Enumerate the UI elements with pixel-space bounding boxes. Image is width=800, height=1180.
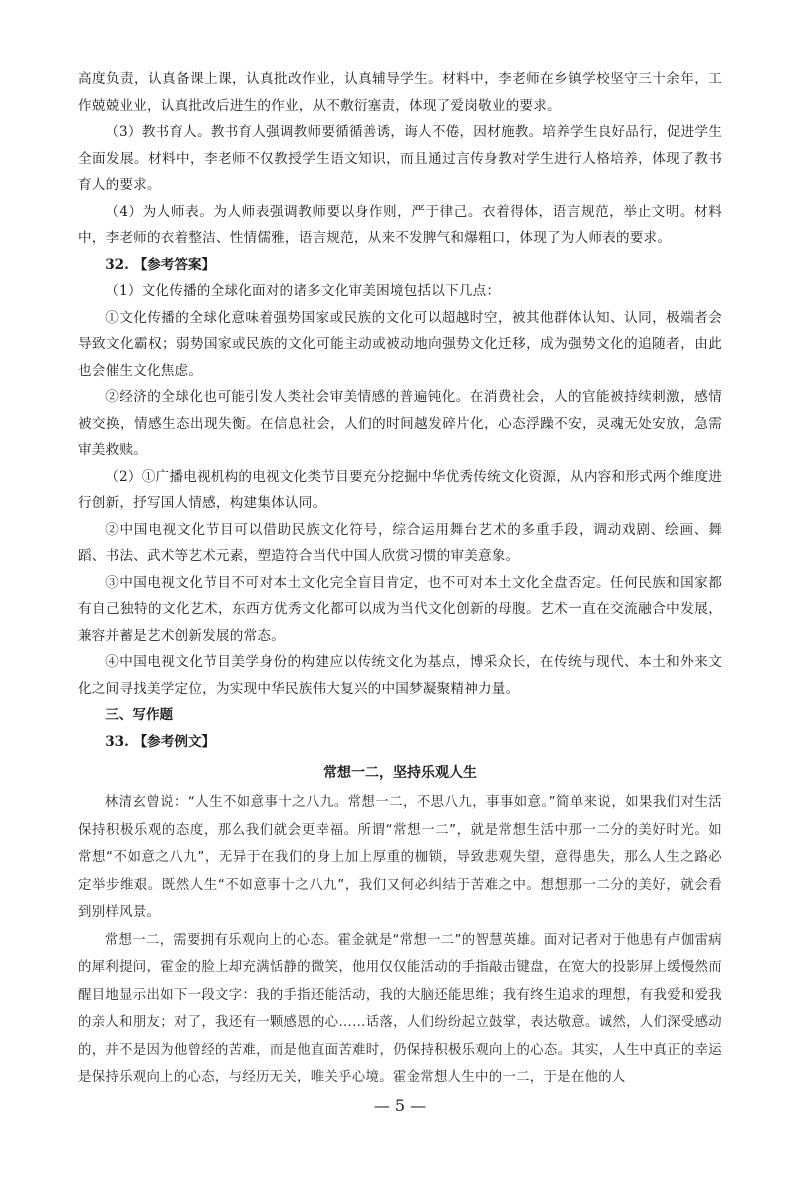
q32-part-2-point-1: （2）①广播电视机构的电视文化类节目要充分挖掘中华优秀传统文化资源，从内容和形式两个维度进行创新，抒写国人情感，构建集体认同。 [78, 468, 722, 511]
q32-part-2-point-3: ③中国电视文化节目不可对本土文化完全盲目肯定，也不可对本土文化全盘否定。任何民族和国家都有自己独特的文化艺术，东西方优秀文化都可以成为当代文化创新的母腹。艺术一直在交流融合中发展，兼容并蓄是艺术创新发展的常态。 [78, 574, 722, 644]
section-3-heading: 三、写作题 [105, 707, 174, 723]
answer-point-4: （4）为人师表。为人师表强调教师要以身作则，严于律己。衣着得体，语言规范，举止文明。材料中，李老师的衣着整洁、性情儒雅，语言规范，从来不发脾气和爆粗口，体现了为人师表的要求。 [78, 203, 722, 246]
q32-part-2-point-2: ②中国电视文化节目可以借助民族文化符号，综合运用舞台艺术的多重手段，调动戏剧、绘画、舞蹈、书法、武术等艺术元素，塑造符合当代中国人欣赏习惯的审美意象。 [78, 521, 722, 564]
q32-point-2: ②经济的全球化也可能引发人类社会审美情感的普遍钝化。在消费社会，人的官能被持续刺激，感情被交换，情感生态出现失衡。在信息社会，人们的时间越发碎片化，心态浮躁不安，灵魂无处安放，急需审美救赎。 [78, 389, 722, 458]
question-32-heading: 32. 【参考答案】 [105, 256, 216, 273]
essay-title: 常想一二，坚持乐观人生 [323, 765, 477, 781]
answer-point-3: （3）教书育人。教书育人强调教师要循循善诱，诲人不倦，因材施教。培养学生良好品行，促进学生全面发展。材料中，李老师不仅教授学生语文知识，而且通过言传身教对学生进行人格培养，体现了教书育人的要求。 [78, 124, 722, 193]
essay-paragraph-1: 林清玄曾说：“人生不如意事十之八九。常想一二，不思八九，事事如意。”简单来说，如果我们对生活保持积极乐观的态度，那么我们就会更幸福。所谓“常想一二”，就是常想生活中那一二分的美好时光。如常想“不如意之八九”，无异于在我们的身上加上厚重的枷锁，导致悲观失望，意得患失，那么人生之路必定举步维艰。既然人生“不如意事十之八九”，我们又何必纠结于苦难之中。想想那一二分的美好，就会看到别样风景。 [78, 795, 722, 920]
q32-part-1-intro: （1）文化传播的全球化面对的诸多文化审美困境包括以下几点： [105, 283, 501, 299]
essay-paragraph-2: 常想一二，需要拥有乐观向上的心态。霍金就是“常想一二”的智慧英雄。面对记者对于他患有卢伽雷病的犀利提问，霍金的脸上却充满恬静的微笑，他用仅仅能活动的手指敲击键盘，在宽大的投影屏上缓慢然而醒目地显示出如下一段文字：我的手指还能活动，我的大脑还能思维；我有终生追求的理想，有我爱和爱我的亲人和朋友；对了，我还有一颗感恩的心……话落，人们纷纷起立鼓掌，表达敬意。诚然，人们深受感动的，并不是因为他曾经的苦难，而是他直面苦难时，仍保持积极乐观向上的心态。其实，人生中真正的幸运是保持乐观向上的心态，与经历无关，唯关乎心境。霍金常想人生中的一二，于是在他的人 [78, 932, 722, 1085]
page-number: — 5 — [373, 1096, 427, 1115]
q32-part-2-point-4: ④中国电视文化节目美学身份的构建应以传统文化为基点，博采众长，在传统与现代、本土和外来文化之间寻找美学定位，为实现中华民族伟大复兴的中国梦凝聚精神力量。 [78, 654, 722, 697]
q32-point-1: ①文化传播的全球化意味着强势国家或民族的文化可以超越时空，被其他群体认知、认同，极端者会导致文化霸权；弱势国家或民族的文化可能主动或被动地向强势文化迁移，成为强势文化的追随者，由此也会催生文化焦虑。 [78, 309, 722, 379]
answer-duty-continued: 高度负责，认真备课上课，认真批改作业，认真辅导学生。材料中，李老师在乡镇学校坚守三十余年，工作兢兢业业，认真批改后进生的作业，从不敷衍塞责，体现了爱岗敬业的要求。 [78, 71, 722, 114]
question-33-heading: 33. 【参考例文】 [105, 733, 216, 750]
